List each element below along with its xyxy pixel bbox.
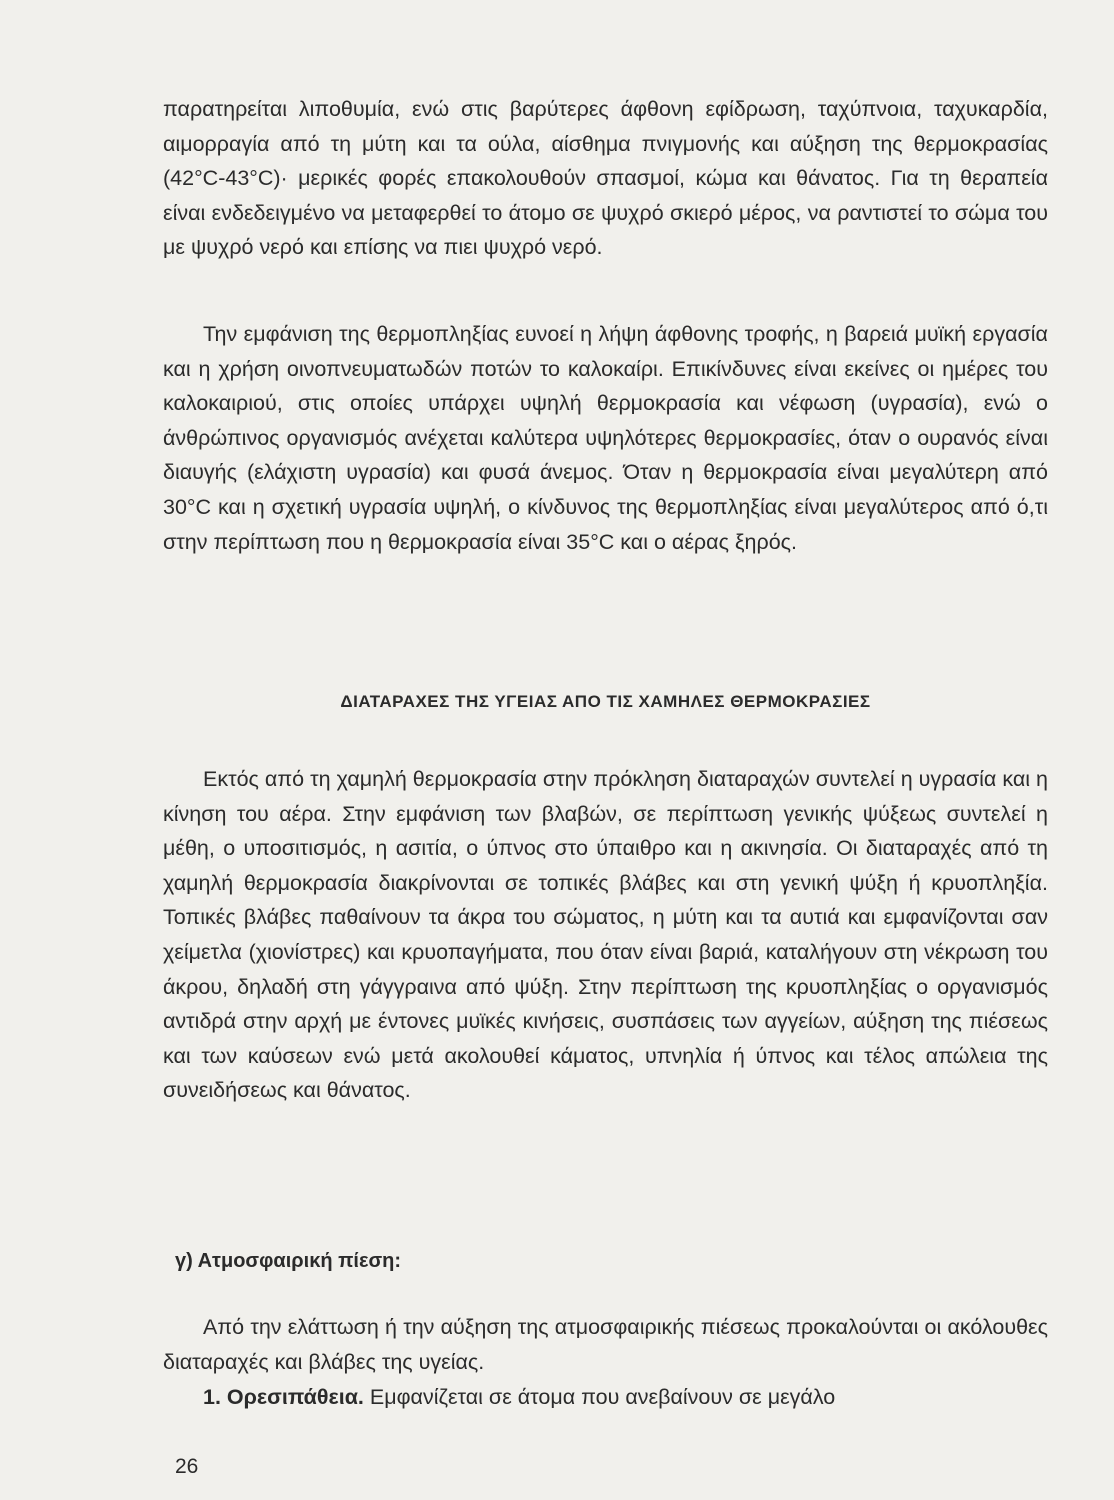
paragraph-2: Την εμφάνιση της θερμοπληξίας ευνοεί η λήψη άφθονης τροφής, η βαρειά μυϊκή εργασία και η χρήση οινοπνευματωδών ποτών το καλοκαίρι. Επικίνδυνες είναι εκείνες οι ημέρες του καλοκαιριού, στις οποίες υπάρχει υψηλή θερμοκρασία και νέφωση (υγρασία), ενώ ο άνθρώπινος οργανισμός ανέχεται καλύτερα υψηλότερες θερμοκρασίες, όταν ο ουρανός είναι διαυγής (ελάχιστη υγρασία) και φυσά άνεμος. Όταν η θερμοκρασία είναι μεγαλύτερη από 30°C και η σχετική υγρασία υψηλή, ο κίνδυνος της θερμοπληξίας είναι μεγαλύτερος από ό,τι στην περίπτωση που η θερμοκρασία είναι 35°C και ο αέρας ξηρός. bbox=[163, 322, 1048, 554]
paragraph-1: παρατηρείται λιποθυμία, ενώ στις βαρύτερες άφθονη εφίδρωση, ταχύπνοια, ταχυκαρδία, αιμορραγία από τη μύτη και τα ούλα, αίσθημα πνιγμονής και αύξηση της θερμοκρασίας (42°C-43°C)· μερικές φορές επακολουθούν σπασμοί, κώμα και θάνατος. Για τη θεραπεία είναι ενδεδειγμένο να μεταφερθεί το άτομο σε ψυχρό σκιερό μέρος, να ραντιστεί το σώμα του με ψυχρό νερό και επίσης να πιει ψυχρό νερό. bbox=[163, 97, 1048, 260]
list-item-1-label: 1. Ορεσιπάθεια. bbox=[203, 1385, 364, 1409]
list-item-1-text: Εμφανίζεται σε άτομα που ανεβαίνουν σε μεγάλο bbox=[363, 1385, 836, 1409]
paragraph-4: Από την ελάττωση ή την αύξηση της ατμοσφαιρικής πιέσεως προκαλούνται οι ακόλουθες διαταραχές και βλάβες της υγείας. bbox=[163, 1315, 1048, 1374]
section-heading: ΔΙΑΤΑΡΑΧΕΣ ΤΗΣ ΥΓΕΙΑΣ ΑΠΟ ΤΙΣ ΧΑΜΗΛΕΣ ΘΕΡΜΟΚΡΑΣΙΕΣ bbox=[340, 692, 871, 711]
page-number: 26 bbox=[175, 1455, 199, 1478]
paragraph-3: Εκτός από τη χαμηλή θερμοκρασία στην πρόκληση διαταραχών συντελεί η υγρασία και η κίνηση του αέρα. Στην εμφάνιση των βλαβών, σε περίπτωση γενικής ψύξεως συντελεί η μέθη, ο υποσιτισμός, η ασιτία, ο ύπνος στο ύπαιθρο και η ακινησία. Οι διαταραχές από τη χαμηλή θερμοκρασία διακρίνονται σε τοπικές βλάβες και στη γενική ψύξη ή κρυοπληξία. Τοπικές βλάβες παθαίνουν τα άκρα του σώματος, η μύτη και τα αυτιά και εμφανίζονται σαν χείμετλα (χιονίστρες) και κρυοπαγήματα, που όταν είναι βαριά, καταλήγουν στη νέκρωση του άκρου, δηλαδή στη γάγγραινα από ψύξη. Στην περίπτωση της κρυοπληξίας ο οργανισμός αντιδρά στην αρχή με έντονες μυϊκές κινήσεις, συσπάσεις των αγγείων, αύξηση της πιέσεως και των καύσεων ενώ μετά ακολουθεί κάματος, υπνηλία ή ύπνος και τέλος απώλεια της συνειδήσεως και θάνατος. bbox=[163, 767, 1048, 1103]
list-item-1 bbox=[163, 1380, 1048, 1415]
subsection-heading: γ) Ατμοσφαιρική πίεση: bbox=[175, 1250, 402, 1272]
